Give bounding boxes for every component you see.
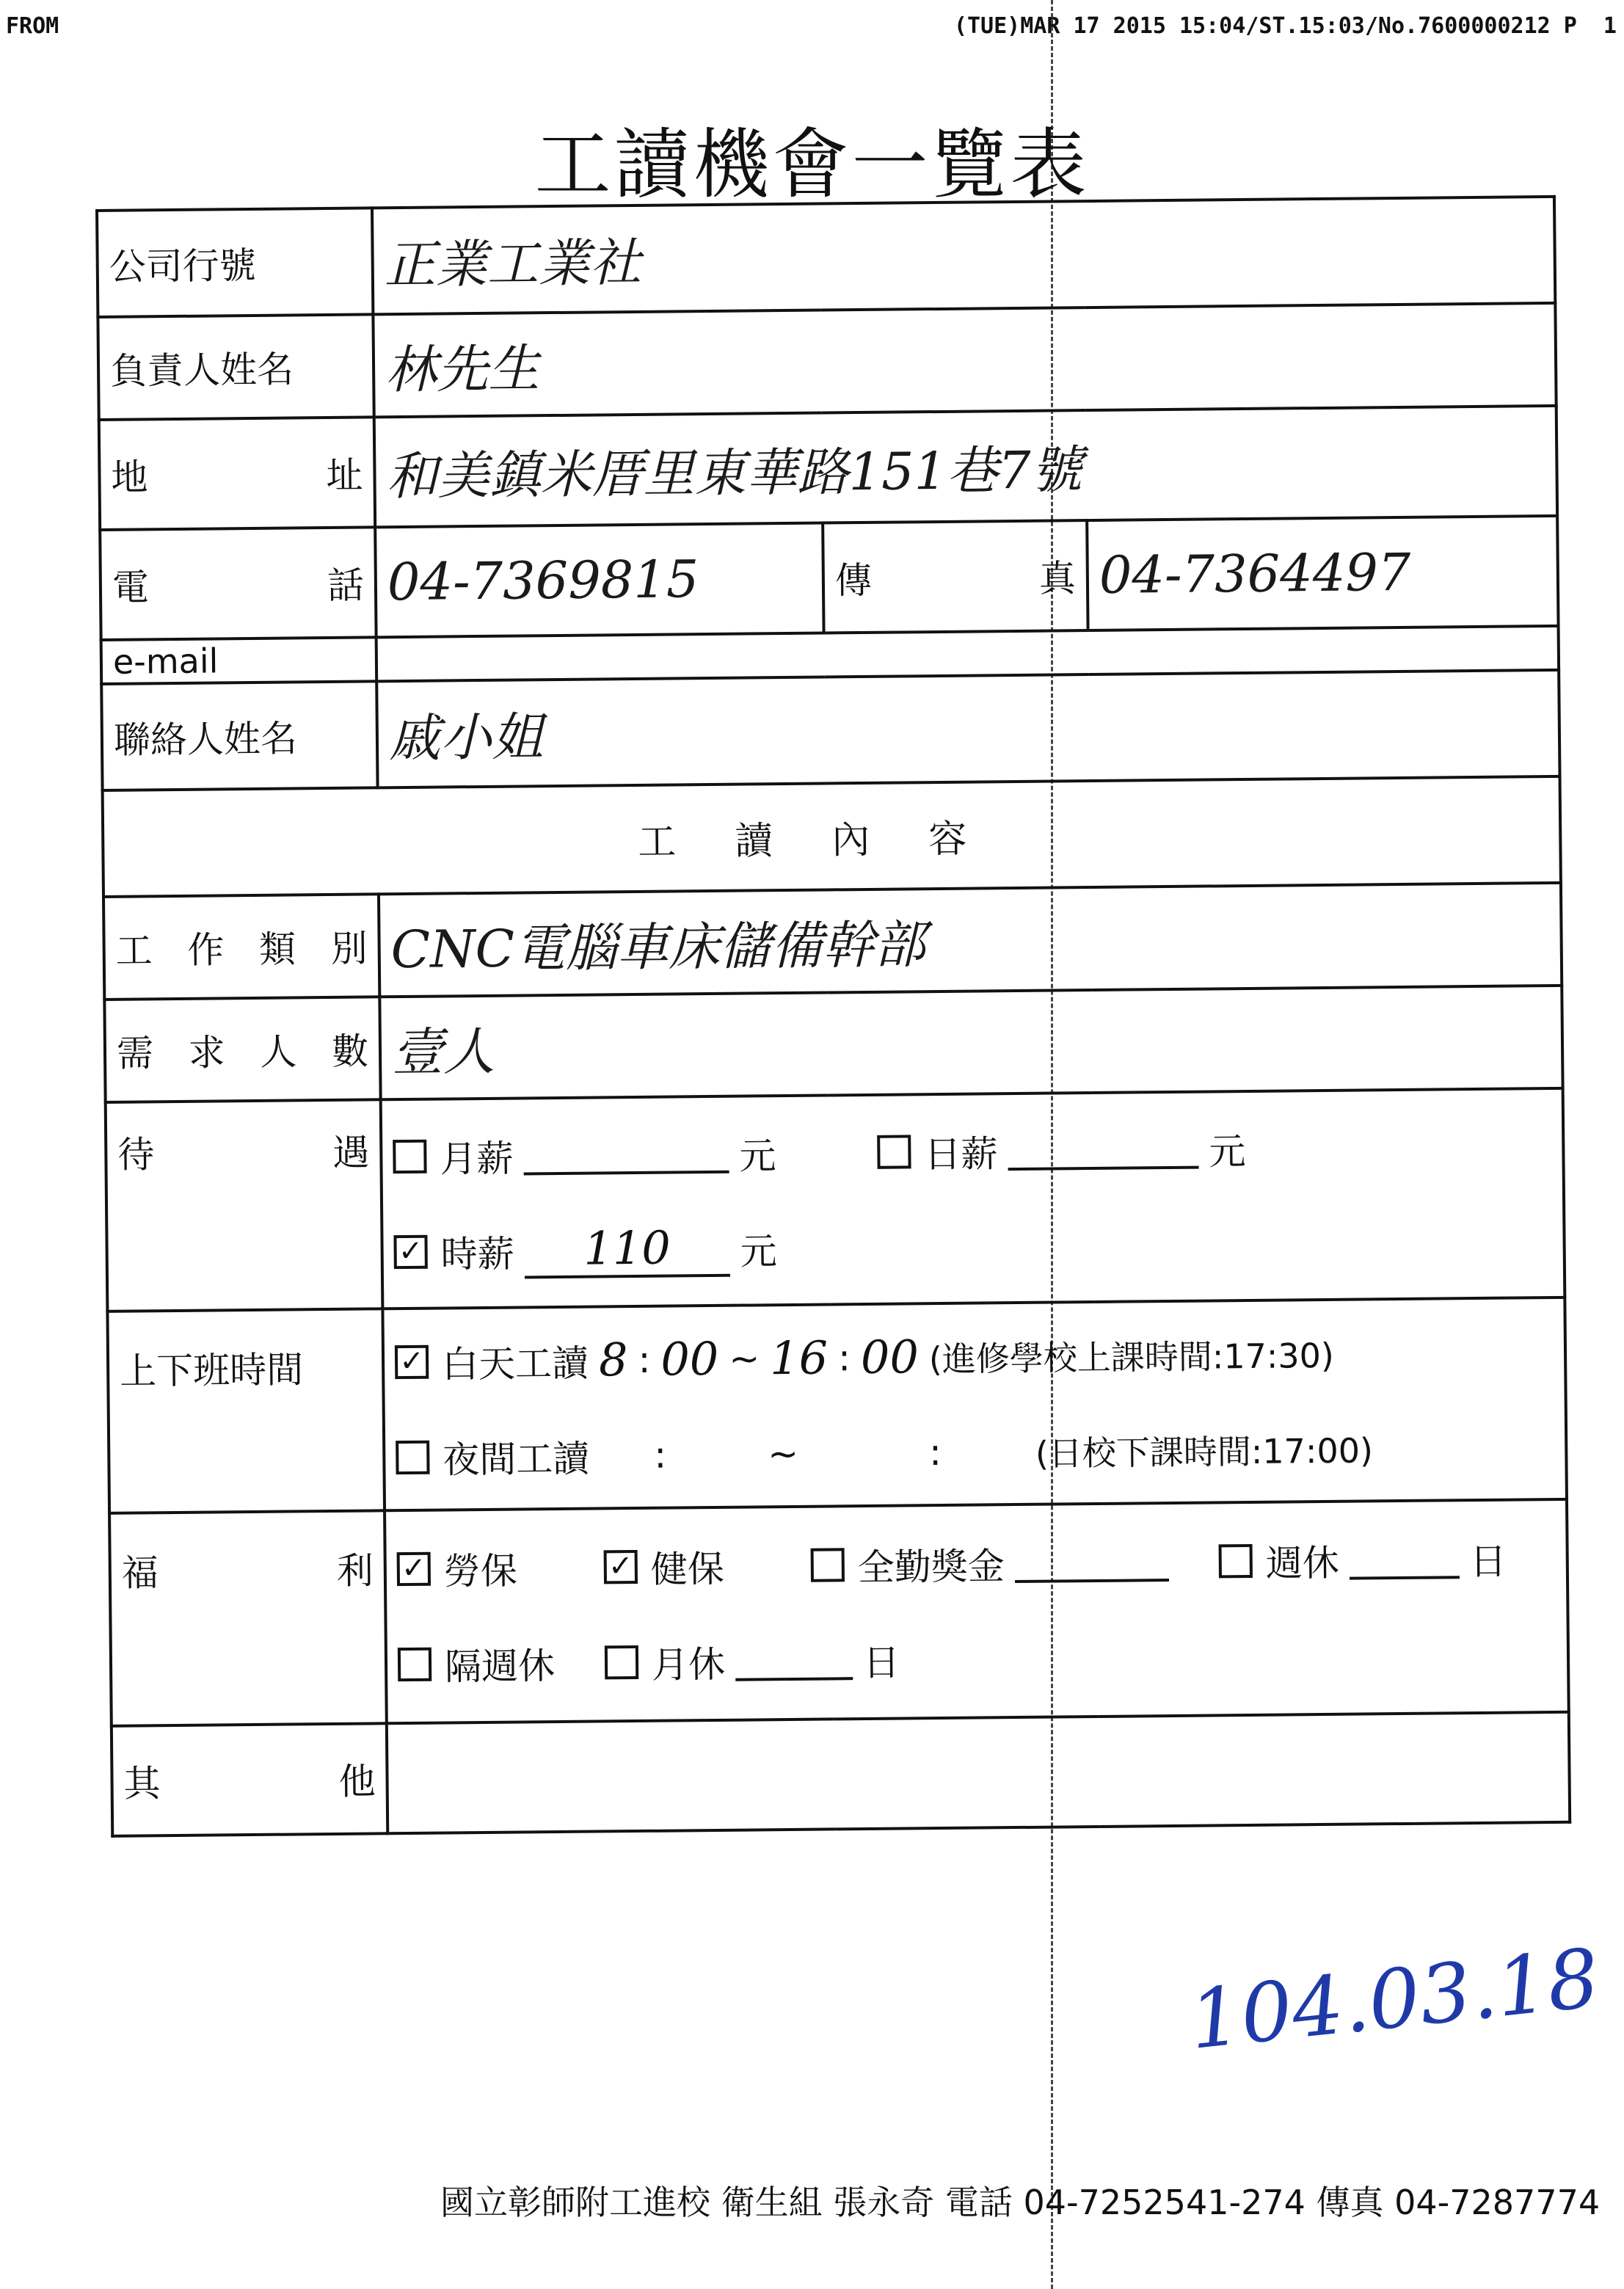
pay-line-1 <box>393 1098 1552 1204</box>
day-end-hour[interactable]: 16 <box>769 1331 829 1386</box>
weekly-off-label: 週休 <box>1265 1541 1340 1585</box>
headcount-value: 壹人 <box>379 986 1562 1099</box>
row-owner <box>98 303 1556 420</box>
job-category-value: CNC電腦車床儲備幹部 <box>379 883 1562 997</box>
fax-from: FROM <box>6 13 59 39</box>
monthly-off-label: 月休 <box>651 1642 726 1686</box>
job-category-label: 工作類別 <box>103 894 379 1000</box>
pay-label: 待 遇 <box>106 1099 383 1311</box>
company-label: 公司行號 <box>97 208 373 317</box>
night-end-colon: : <box>928 1430 942 1474</box>
address-value: 和美鎮米厝里東華路151巷7號 <box>374 406 1557 527</box>
night-start-colon: : <box>654 1433 667 1477</box>
row-phone <box>100 516 1558 640</box>
benefits-line-1 <box>396 1510 1556 1617</box>
job-form <box>95 195 1571 1838</box>
pay-options <box>381 1088 1565 1309</box>
phone-value: 04-7369815 <box>375 523 823 638</box>
daily-label: 日薪 <box>924 1132 998 1176</box>
owner-label: 負責人姓名 <box>98 314 374 420</box>
attendance-bonus-checkbox[interactable] <box>811 1548 845 1582</box>
row-section-header <box>103 776 1561 897</box>
benefits-line-2 <box>397 1606 1556 1712</box>
row-company <box>97 197 1555 317</box>
headcount-label: 需求人數 <box>104 997 380 1102</box>
monthly-label: 月薪 <box>440 1137 514 1181</box>
handwritten-date-stamp: 104.03.18 <box>1184 1931 1604 2067</box>
hours-label: 上下班時間 <box>107 1309 385 1513</box>
row-hours <box>107 1298 1567 1513</box>
benefits-options <box>385 1499 1569 1723</box>
hourly-label: 時薪 <box>440 1232 514 1276</box>
address-label: 地 址 <box>99 417 375 530</box>
health-insurance-checkbox[interactable]: ✓ <box>604 1550 638 1584</box>
row-job-category <box>103 883 1562 1000</box>
biweekly-off-checkbox[interactable] <box>398 1648 432 1681</box>
daily-unit: 元 <box>1209 1129 1246 1173</box>
monthly-blank[interactable] <box>523 1133 729 1175</box>
day-start-colon: : <box>638 1338 651 1381</box>
monthly-off-blank[interactable] <box>735 1640 853 1681</box>
day-start-hour[interactable]: 8 <box>598 1333 628 1387</box>
night-label: 夜間工讀 <box>443 1437 590 1482</box>
row-other <box>112 1712 1570 1836</box>
row-headcount <box>104 986 1562 1102</box>
other-label: 其 他 <box>112 1723 387 1836</box>
daily-blank[interactable] <box>1008 1129 1199 1170</box>
monthly-off-checkbox[interactable] <box>605 1645 638 1679</box>
day-note: (進修學校上課時間:17:30) <box>928 1335 1335 1379</box>
monthly-off-unit: 日 <box>862 1641 900 1685</box>
hours-day-line <box>394 1303 1554 1410</box>
pay-line-2 <box>393 1193 1553 1300</box>
day-label: 白天工讀 <box>441 1342 589 1386</box>
daily-checkbox[interactable] <box>877 1135 911 1168</box>
labor-insurance-checkbox[interactable]: ✓ <box>397 1552 431 1586</box>
section-title: 工讀內容 <box>103 776 1561 897</box>
fax-value: 04-7364497 <box>1087 516 1558 630</box>
day-end-minute[interactable]: 00 <box>860 1330 920 1385</box>
attendance-bonus-label: 全勤獎金 <box>857 1545 1005 1590</box>
night-checkbox[interactable] <box>396 1440 429 1474</box>
company-value: 正業工業社 <box>372 197 1555 314</box>
row-pay <box>106 1088 1565 1311</box>
labor-insurance-label: 勞保 <box>443 1549 518 1593</box>
owner-value: 林先生 <box>373 303 1556 417</box>
hours-night-line <box>396 1398 1555 1504</box>
email-label: e-mail <box>101 637 377 684</box>
monthly-checkbox[interactable] <box>393 1139 426 1173</box>
monthly-unit: 元 <box>739 1134 776 1178</box>
fax-header <box>6 13 1617 43</box>
form-table <box>95 195 1571 1838</box>
day-end-colon: : <box>837 1336 851 1379</box>
night-tilde: ~ <box>767 1432 799 1475</box>
weekly-off-blank[interactable] <box>1349 1539 1460 1579</box>
footer-contact: 國立彰師附工進校 衛生組 張永奇 電話 04-7252541-274 傳真 04-7287774 <box>440 2183 1601 2222</box>
hours-options <box>382 1298 1567 1510</box>
fax-label: 傳 真 <box>823 520 1088 633</box>
day-start-minute[interactable]: 00 <box>660 1331 719 1386</box>
form-title: 工讀機會一覽表 <box>534 120 1090 209</box>
biweekly-off-label: 隔週休 <box>444 1645 556 1689</box>
hourly-value[interactable]: 110 <box>524 1220 730 1279</box>
weekly-off-checkbox[interactable] <box>1219 1544 1253 1578</box>
hourly-checkbox[interactable]: ✓ <box>393 1234 427 1268</box>
day-tilde: ~ <box>729 1336 760 1380</box>
row-benefits <box>109 1499 1569 1726</box>
contact-label: 聯絡人姓名 <box>101 681 377 790</box>
contact-value: 戚小姐 <box>376 670 1559 787</box>
fax-transmission-stamp: (TUE)MAR 17 2015 15:04/ST.15:03/No.7600000212 P 1 <box>953 13 1617 39</box>
other-value[interactable] <box>387 1712 1570 1833</box>
row-contact <box>101 670 1559 790</box>
row-address <box>99 406 1557 530</box>
benefits-label: 福 利 <box>109 1510 387 1726</box>
health-insurance-label: 健保 <box>650 1547 725 1591</box>
attendance-bonus-blank[interactable] <box>1015 1542 1170 1583</box>
weekly-off-unit: 日 <box>1469 1540 1507 1584</box>
phone-label: 電 話 <box>100 527 376 640</box>
hourly-unit: 元 <box>740 1229 777 1273</box>
night-note: (日校下課時間:17:00) <box>1035 1430 1374 1474</box>
day-checkbox[interactable]: ✓ <box>395 1344 429 1378</box>
